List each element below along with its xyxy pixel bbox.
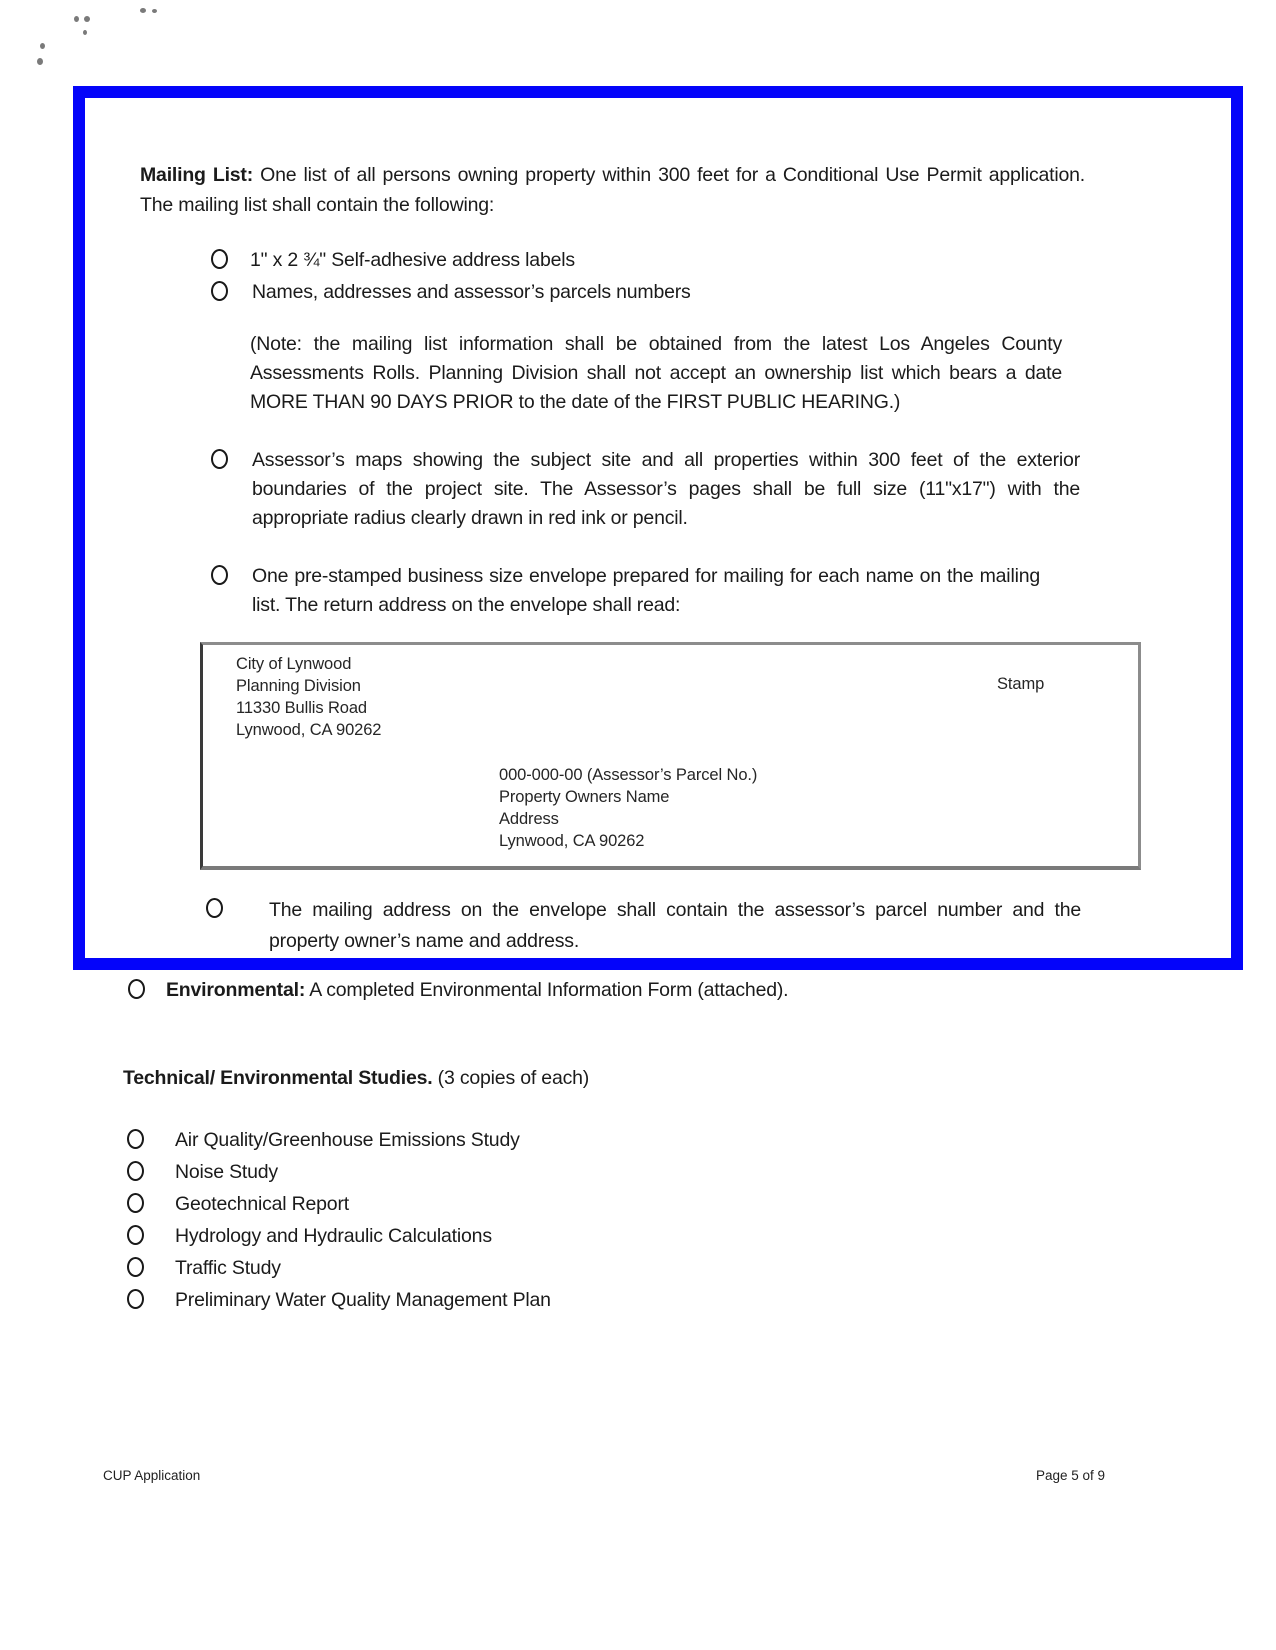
mailing-list-intro-text: One list of all persons owning property within 300 feet for a Conditional Use Permit application. The mailing list shall contain the following: xyxy=(140,164,1086,216)
footer-page-number: Page 5 of 9 xyxy=(1036,1468,1106,1483)
checklist-item-names-addresses xyxy=(211,278,691,307)
checklist-item-address-labels xyxy=(211,246,575,275)
checklist-item-hydrology xyxy=(127,1222,551,1251)
return-address-line: Planning Division xyxy=(236,677,361,695)
checklist-label: Air Quality/Greenhouse Emissions Study xyxy=(175,1129,520,1151)
checklist-item-geotechnical xyxy=(127,1190,551,1219)
environmental-heading: Environmental: xyxy=(166,979,306,1001)
return-address-line: Lynwood, CA 90262 xyxy=(236,721,382,739)
checkbox-environmental[interactable] xyxy=(128,979,145,999)
scan-speck xyxy=(152,9,157,13)
checklist-label: Names, addresses and assessor’s parcels numbers xyxy=(252,281,691,303)
checklist-item-assessors-maps xyxy=(211,446,1080,533)
addressee-line: Address xyxy=(499,810,559,828)
checklist-item-envelope xyxy=(211,562,1040,620)
checkbox-hydrology[interactable] xyxy=(127,1225,144,1245)
checklist-label: Preliminary Water Quality Management Plan xyxy=(175,1289,551,1311)
envelope-return-address xyxy=(236,653,381,741)
technical-studies-heading-rest: (3 copies of each) xyxy=(432,1067,590,1089)
envelope-stamp-label: Stamp xyxy=(997,675,1045,693)
checklist-item-mailing-address xyxy=(206,895,1081,957)
checkbox-names-addresses[interactable] xyxy=(211,281,228,301)
scan-speck xyxy=(83,30,87,35)
scan-speck xyxy=(37,58,43,65)
checkbox-address-labels[interactable] xyxy=(211,249,228,269)
checklist-label: Geotechnical Report xyxy=(175,1193,349,1215)
checklist-label: Noise Study xyxy=(175,1161,278,1183)
checklist-label: Assessor’s maps showing the subject site and all properties within 300 feet of the exterior boundaries of the project site. The Assessor’s pages shall be full size (11"x17") with the appropriate radius clearly drawn in red ink or pencil. xyxy=(252,449,1080,529)
checklist-item-air-quality xyxy=(127,1126,551,1155)
envelope-addressee xyxy=(499,764,757,852)
footer-document-title: CUP Application xyxy=(103,1468,201,1483)
addressee-line: 000-000-00 (Assessor’s Parcel No.) xyxy=(499,766,758,784)
checklist-label: 1" x 2 ¾" Self-adhesive address labels xyxy=(250,249,575,271)
addressee-line: Lynwood, CA 90262 xyxy=(499,832,645,850)
studies-checklist xyxy=(127,1126,551,1318)
environmental-text: A completed Environmental Information Form (attached). xyxy=(305,979,789,1001)
checkbox-envelope[interactable] xyxy=(211,565,228,585)
addressee-line: Property Owners Name xyxy=(499,788,670,806)
checkbox-geotechnical[interactable] xyxy=(127,1193,144,1213)
checkbox-traffic-study[interactable] xyxy=(127,1257,144,1277)
mailing-list-heading: Mailing List: xyxy=(140,164,254,186)
checkbox-assessors-maps[interactable] xyxy=(211,449,228,469)
checklist-label: Hydrology and Hydraulic Calculations xyxy=(175,1225,492,1247)
checkbox-air-quality[interactable] xyxy=(127,1129,144,1149)
mailing-list-intro xyxy=(140,160,1085,220)
checkbox-water-quality-plan[interactable] xyxy=(127,1289,144,1309)
technical-studies-heading xyxy=(123,1064,589,1093)
sample-envelope xyxy=(200,642,1141,870)
mailing-list-section-border xyxy=(73,86,1243,970)
return-address-line: City of Lynwood xyxy=(236,655,352,673)
checklist-item-traffic-study xyxy=(127,1254,551,1283)
scan-speck xyxy=(74,16,79,22)
scan-speck xyxy=(140,8,146,13)
environmental-label xyxy=(166,976,788,1005)
return-address-line: 11330 Bullis Road xyxy=(236,699,368,717)
checklist-label: Traffic Study xyxy=(175,1257,281,1279)
checkbox-noise-study[interactable] xyxy=(127,1161,144,1181)
checklist-item-environmental xyxy=(128,976,788,1005)
scan-speck xyxy=(40,43,45,49)
mailing-list-note: (Note: the mailing list information shall be obtained from the latest Los Angeles County Assessments Rolls. Planning Division shall not accept an ownership list which bears a date MORE THAN 90 DAYS PRIOR to the date of the FIRST PUBLIC HEARING.) xyxy=(250,333,1062,413)
checklist-item-water-quality-plan xyxy=(127,1286,551,1315)
scan-speck xyxy=(84,16,90,22)
checkbox-mailing-address[interactable] xyxy=(206,898,223,918)
checklist-label: One pre-stamped business size envelope prepared for mailing for each name on the mailing list. The return address on the envelope shall read: xyxy=(252,565,1040,616)
technical-studies-heading-bold: Technical/ Environmental Studies. xyxy=(123,1067,433,1089)
checklist-item-noise-study xyxy=(127,1158,551,1187)
checklist-label: The mailing address on the envelope shall contain the assessor’s parcel number and the property owner’s name and address. xyxy=(269,899,1081,952)
